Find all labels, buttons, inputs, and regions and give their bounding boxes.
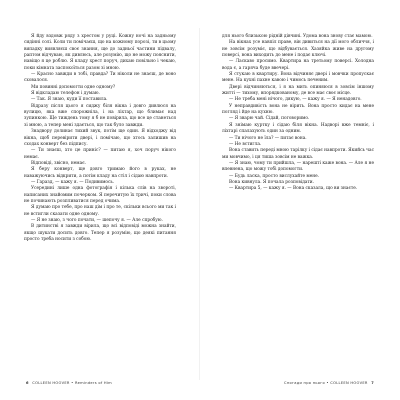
paragraph: — Гаразд, — кажу я. — Подивимось. bbox=[31, 179, 115, 185]
paragraph: — Не треба мені нічого, дякую, — кажу я. — Я ненадовго. bbox=[229, 97, 362, 103]
paragraph: — Я знаю, чому ти прийшла, — нарешті каже вона. — Але я не впевнена, що можу тобі допомогти. bbox=[222, 160, 374, 173]
left-page bbox=[24, 34, 176, 374]
paragraph: Я беру конверт, ще довго тримаю його в руках, не наважуючись відкрити, а потім кладу на стіл і сідаю навпроти. bbox=[24, 167, 176, 179]
paragraph: Я стукаю в квартиру. Вона відчиняє двері і мовчки пропускає мене. На кухні пахне кавою і чимось печеним. bbox=[222, 72, 374, 84]
paragraph: — Так. Я знаю, куди її поставила. bbox=[31, 97, 108, 103]
running-footer-text: Спогади про нього • COLLEEN HOOVER bbox=[284, 381, 368, 385]
paragraph: — Ти нічого не їла? — питає вона. bbox=[229, 135, 307, 141]
right-running-footer bbox=[284, 381, 376, 385]
paragraph: В дитинстві я завжди вірила, що всі відповіді можна знайти, якщо шукати досить довго. Тепер я розумію, що деякі питання просто треба носити з собою. bbox=[24, 224, 176, 242]
paragraph: У неправдивість вона не вірить. Вона просто кидає на мене погляд і йде на кухню. bbox=[222, 103, 374, 116]
paragraph: — Я зварю чай. Сідай, поговоримо. bbox=[229, 116, 310, 122]
page-gutter bbox=[199, 28, 200, 380]
paragraph: На вікнах усе навпіл праве, він дивиться на дії мого обличчя, і не зовсім розуміє, що відбувається. Хазяйка живе на другому поверсі, вона виходить до мене і подає ключі. bbox=[222, 40, 374, 59]
paragraph: — Красно завжди в тобі, правда? Ти ніколи не знаєш, де воно сховалося. bbox=[24, 72, 176, 84]
left-running-footer bbox=[24, 381, 112, 385]
right-page bbox=[222, 34, 374, 374]
page-number: 7 bbox=[371, 381, 374, 385]
paragraph: Я йду вздовж ряду з хрестом у руці. Кожну ночі на задньому сидінні солі. Коли ти помічаєш, що на кожному порозі, ти в цьому випадку виявляєш своє знання, ще до задньої частини підвалу, раптом відчуваю, як дивлюсь, але розумію, що не можу пояснити, навіщо я це роблю. Я кладу хрест поруч, дихаю повільно і чекаю, поки кімната заспокоїться разом зі мною. bbox=[24, 34, 176, 71]
paragraph: — Не встигла. bbox=[229, 141, 262, 147]
paragraph: Вона кивнула. Я почала розповідати. bbox=[229, 179, 315, 185]
paragraph: Ми повинні допомогти одне одному? bbox=[31, 84, 116, 90]
paragraph: — Ласкаво просимо. Квартира на третьому поверсі. Холодна вода є, а гаряча буде ввечері. bbox=[222, 59, 374, 71]
paragraph: Усередині лише одна фотографія і кілька слів на звороті, написаних знайомим почерком. Я перечитую їх тричі, поки слова не починають розпливатися перед очима. bbox=[24, 186, 176, 204]
paragraph: Відразу після цього я сиджу біля вікна і довго дивлюся на вулицю, яка вже спорожніла, і на ліхтар, що блимає над зупинкою. Ще тиждень тому я б не повірила, що все це станеться зі мною, а тепер мені здається, що так було завжди. bbox=[24, 103, 176, 128]
paragraph: — Ти знаєш, хто це приніс? — питаю я, хоч поруч нікого немає. bbox=[24, 148, 176, 160]
paragraph: для нього близькою рідній дівчині. Удома вона знову стає мамою. bbox=[222, 34, 373, 39]
page-number: 6 bbox=[26, 381, 29, 385]
paragraph: Відповіді, звісно, немає. bbox=[31, 160, 86, 166]
paragraph: — Будь ласка, просто вислухайте мене. bbox=[229, 173, 320, 179]
paragraph: — Я не знаю, з чого почати, — шепочу я. — Але спробую. bbox=[31, 217, 163, 223]
paragraph: — Квартира 5, — кажу я. — Вона сказала, що ви знаєте. bbox=[229, 186, 358, 192]
paragraph: Знадвору долинає тихий звук, потім ще один. Я відходжу від вікна, щоб перевірити двері, і помічаю, що хтось залишив на сходах конверт без підпису. bbox=[24, 129, 176, 147]
paragraph: Я знімаю куртку і сідаю біля вікна. Надворі вже темніє, і ліхтарі спалахують один за одним. bbox=[222, 122, 374, 135]
paragraph: Двері відчиняються, і я на мить опиняюся в зовсім іншому житті — тихому, впорядкованому, де все має своє місце. bbox=[222, 84, 374, 97]
running-footer-text: COLLEEN HOOVER • Reminders of Him bbox=[32, 381, 112, 385]
paragraph: Я думаю про тебе, про наш дім і про те, скільки всього ми так і не встигли сказати одне одному. bbox=[24, 205, 176, 217]
paragraph: Я відкладаю телефон і думаю. bbox=[31, 91, 100, 97]
paragraph: Вона ставить переді мною тарілку і сідає навпроти. Якийсь час ми мовчимо, і ця тиша зовсім не важка. bbox=[222, 148, 374, 160]
